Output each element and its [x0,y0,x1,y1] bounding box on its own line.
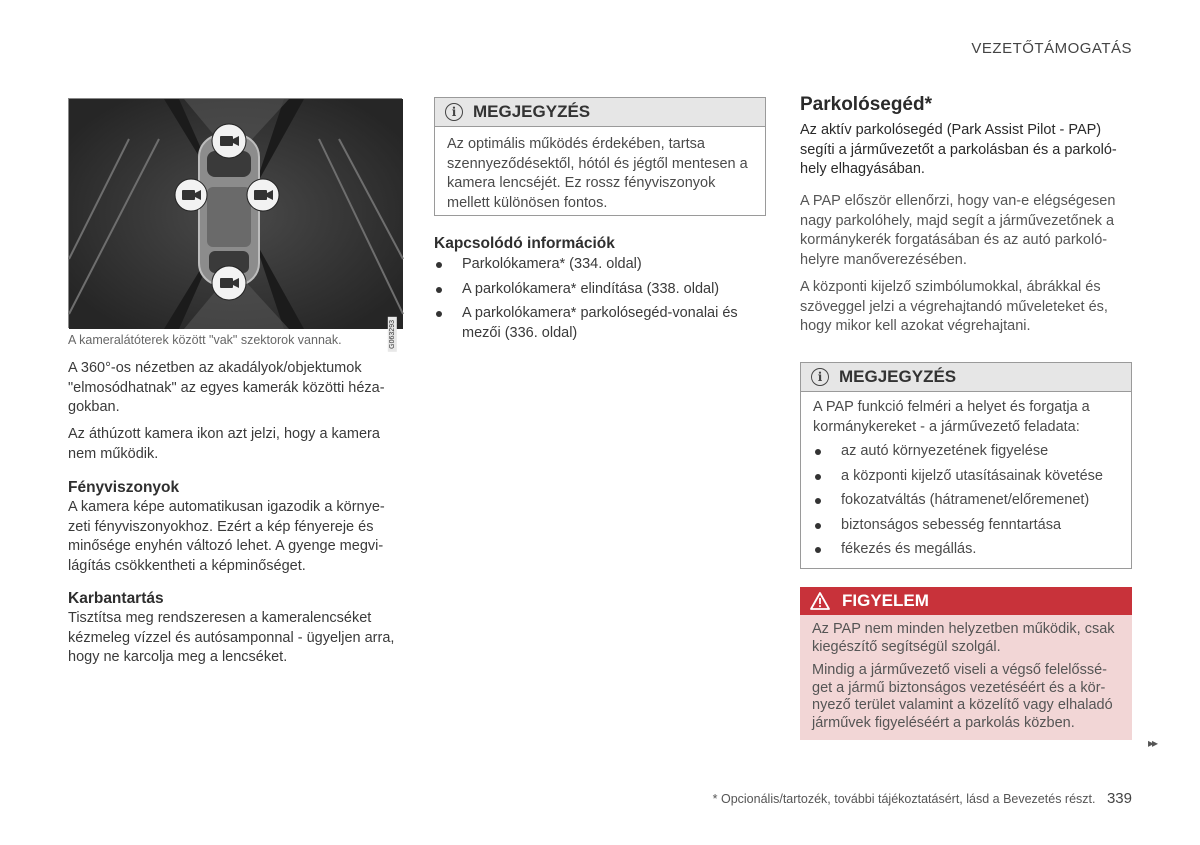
continue-arrows-icon: ▸▸ [1148,736,1157,750]
note-text: A PAP funkció felméri a helyet és forgatja a kormánykereket - a járművezető feladata: [813,399,1090,435]
driver-task-item: a központi kijelző utasításainak követése [813,467,1119,487]
related-link-start-camera[interactable]: A parkolókamera* elindítása (338. oldal) [434,280,764,300]
paragraph-maintenance: Tisztítsa meg rendszeresen a kameralencséket kézmeleg vízzel és autósamponnal - ügyeljen arra, hogy ne karcolja meg a lencséket. [68,610,395,665]
warning-paragraph-2: Mindig a járművezető viseli a végső felelőssé-get a jármű biztonságos vezetéséért és a kör-nyező terület valamint a közelítő vagy elhaladó járművek figyeléséért a parkolás közben. [812,662,1113,731]
section-header: VEZETŐTÁMOGATÁS [971,40,1132,57]
driver-task-item: fokozatváltás (hátramenet/előremenet) [813,491,1119,511]
image-code-label: G063293 [388,317,397,352]
left-paragraph-2: Az áthúzott kamera ikon azt jelzi, hogy a kamera nem működik. [68,426,380,462]
car-top-view-graphic [69,99,403,329]
paragraph-light-conditions: A kamera képe automatikusan igazodik a környe-zeti fényviszonyokhoz. Ezért a kép fényereje és minősége enyhén változó lehet. A gyenge megvi-lágítás csökkentheti a képminőséget. [68,499,385,574]
note-box-camera [434,97,766,216]
note-title: MEGJEGYZÉS [473,102,591,121]
pap-paragraph-2: A központi kijelző szimbólumokkal, ábrákkal és szöveggel jelzi a végrehajtandó műveleteket és, hogy mikor kell azokat végrehajtani. [800,279,1108,334]
note-box-pap [800,362,1132,569]
info-icon: i [445,103,463,121]
warning-body [800,615,1132,732]
warning-box [800,587,1132,740]
note-header [435,98,765,127]
related-link-parking-camera[interactable]: Parkolókamera* (334. oldal) [434,255,764,275]
warning-paragraph-1: Az PAP nem minden helyzetben működik, csak kiegészítő segítségül szolgál. [812,621,1115,655]
page-number: 339 [1106,790,1132,807]
warning-title: FIGYELEM [842,591,929,610]
note-title: MEGJEGYZÉS [839,367,957,386]
heading-light-conditions: Fényviszonyok [68,479,180,496]
page-footer [713,790,1132,807]
info-icon: i [811,368,829,386]
pap-paragraph-1: A PAP először ellenőrzi, hogy van-e elégségesen nagy parkolóhely, majd segít a járművezetőnek a kormánykerék forgatásában és az autó parkoló-helyre manőverezésében. [800,193,1116,268]
driver-task-item: fékezés és megállás. [813,540,1119,560]
note-body [801,392,1131,568]
figure-caption: A kameralátóterek között "vak" szektorok vannak. [68,333,342,347]
intro-paragraph: Az aktív parkolósegéd (Park Assist Pilot - PAP) segíti a járművezetőt a parkolásban és a parkoló-hely elhagyásában. [800,122,1117,177]
related-link-guide-lines[interactable]: A parkolókamera* parkolósegéd-vonalai és mezői (336. oldal) [434,304,764,343]
heading-maintenance: Karbantartás [68,590,164,607]
warning-header [800,587,1132,615]
driver-tasks-list [813,442,1119,560]
related-info-heading: Kapcsolódó információk [434,235,615,252]
related-info-list [434,255,764,343]
note-header [801,363,1131,392]
driver-task-item: az autó környezetének figyelése [813,442,1119,462]
note-text: Az optimális működés érdekében, tartsa szennyeződésektől, hótól és jégtől mentesen a kamera lencséjét. Ez rossz fényviszonyok mellett különösen fontos. [447,136,748,211]
footnote: * Opcionális/tartozék, további tájékoztatásért, lásd a Bevezetés részt. [712,792,1096,806]
left-paragraph-1: A 360°-os nézetben az akadályok/objektumok "elmosódhatnak" az egyes kamerák közötti héza-gokban. [68,360,385,415]
driver-task-item: biztonságos sebesség fenntartása [813,516,1119,536]
page-title: Parkolósegéd* [800,94,932,115]
warning-triangle-icon [810,592,830,610]
